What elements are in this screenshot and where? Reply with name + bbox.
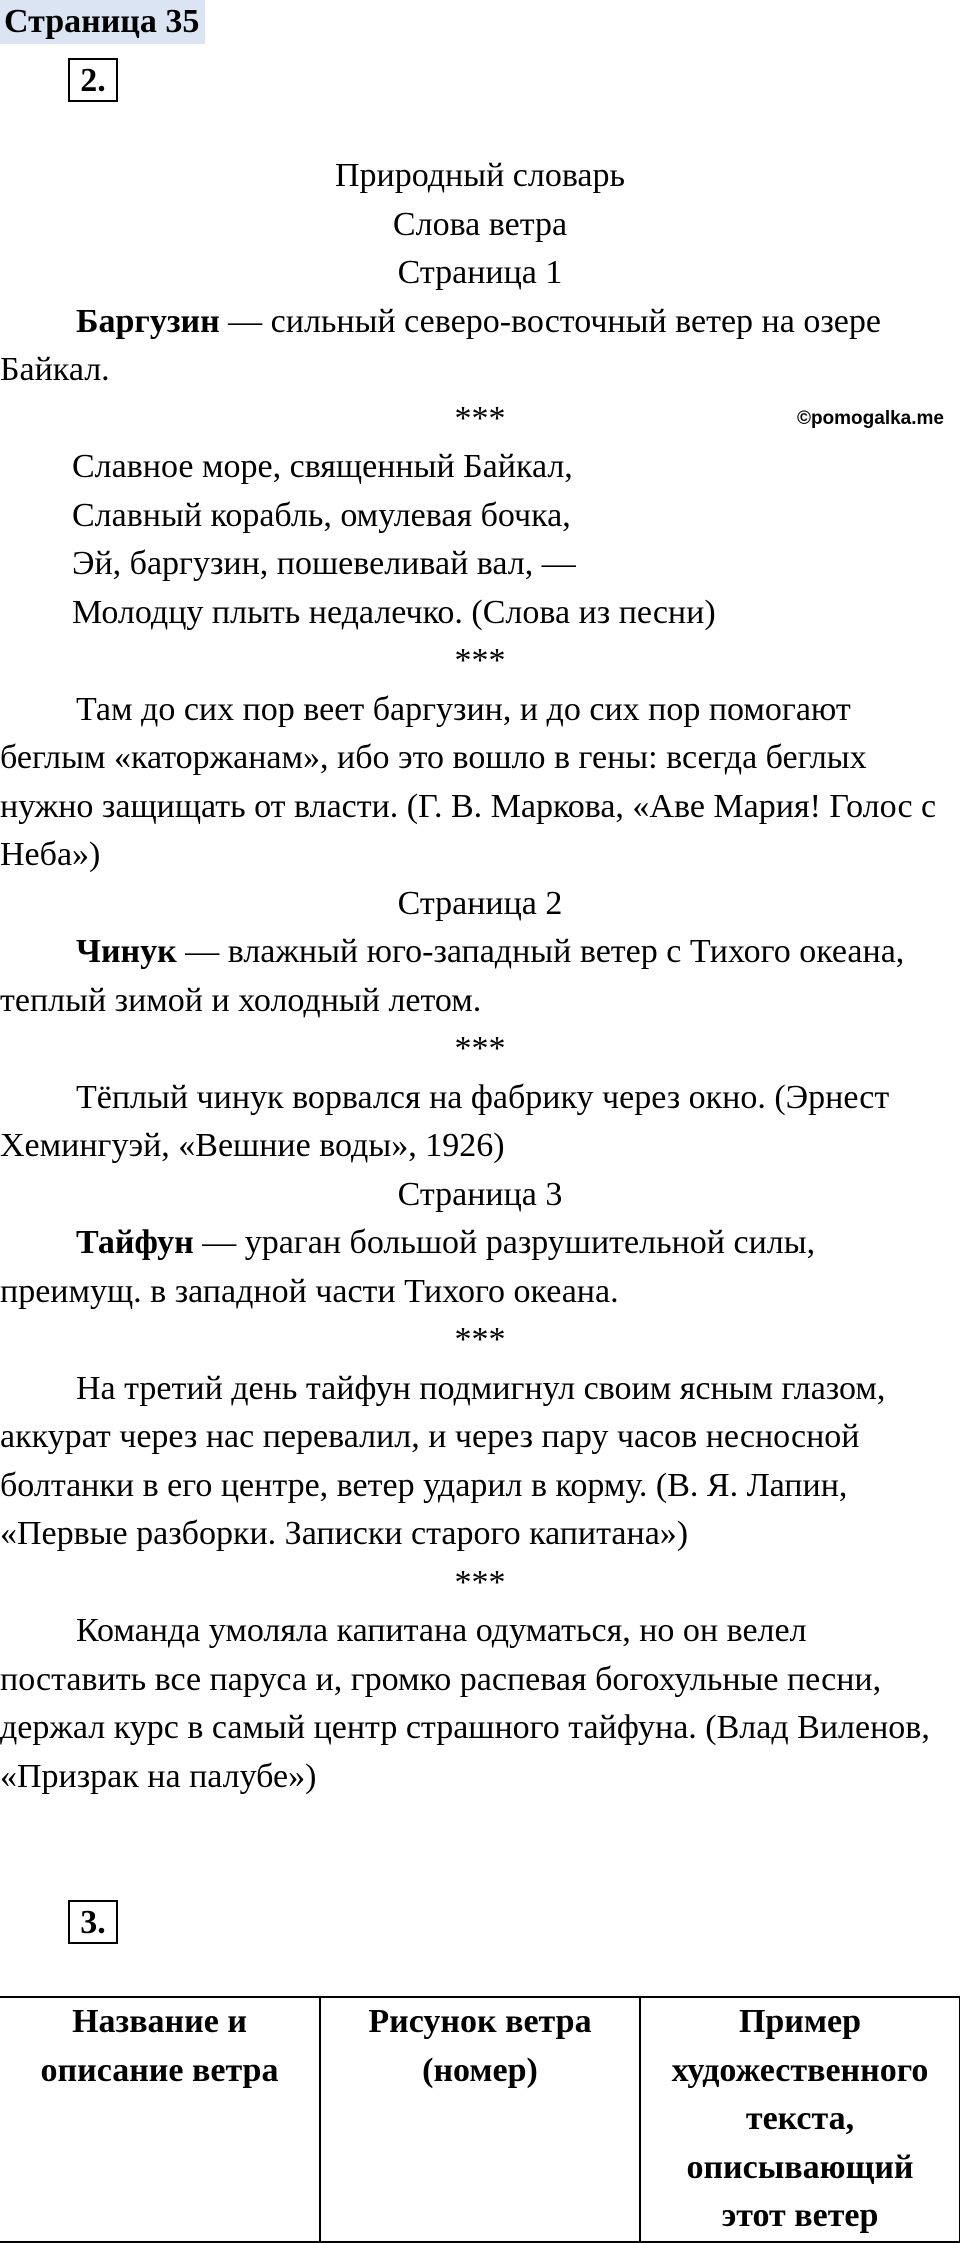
watermark: ©pomogalka.me	[796, 407, 944, 429]
separator-stars: ***	[454, 1321, 506, 1358]
term-barguzin: Баргузин	[76, 302, 220, 340]
table-header-picture: Рисунок ветра (номер)	[320, 1997, 640, 2242]
dictionary-page-3-heading: Страница 3	[397, 1175, 563, 1213]
quote-typhoon-2: Команда умоляла капитана одуматься, но он велел поставить все паруса и, громко распевая богохульные песни, держал курс в самый центр страшного тайфуна. (Влад Виленов, «Призрак на палубе»)	[0, 1612, 930, 1795]
definition-text: — ураган большой разрушительной силы, преимущ. в западной части Тихого океана.	[0, 1224, 816, 1310]
term-typhoon: Тайфун	[76, 1224, 194, 1261]
poem	[0, 443, 960, 637]
definition-chinook	[0, 928, 960, 1025]
dictionary-text	[0, 152, 960, 1801]
term-chinook: Чинук	[76, 933, 177, 970]
dictionary-page-1-heading: Страница 1	[397, 254, 563, 291]
page-heading: Страница 35	[0, 0, 205, 44]
quote-typhoon-1: На третий день тайфун подмигнул своим ясным глазом, аккурат через нас перевалил, и через пару часов несносной болтанки в его центре, ветер ударил в корму. (В. Я. Лапин, «Первые разборки. Записки старого капитана»)	[0, 1369, 886, 1552]
definition-text: — влажный юго-западный ветер с Тихого океана, теплый зимой и холодный летом.	[0, 933, 905, 1019]
separator-stars: ***	[454, 1563, 506, 1601]
dictionary-title: Природный словарь	[334, 157, 626, 194]
task-number-3: 3.	[68, 1900, 118, 1944]
poem-line: Эй, баргузин, пошевеливай вал, —	[72, 545, 576, 582]
separator-stars: ***	[454, 1030, 506, 1067]
task-number-2: 2.	[68, 58, 118, 102]
definition-barguzin	[0, 298, 960, 395]
definition-typhoon	[0, 1219, 960, 1316]
separator-stars: ***	[454, 642, 506, 679]
table-header-row	[0, 1997, 960, 2242]
table-header-example: Пример художественного текста, описывающий этот ветер	[640, 1997, 960, 2242]
quote-chinook: Тёплый чинук ворвался на фабрику через окно. (Эрнест Хемингуэй, «Вешние воды», 1926)	[0, 1078, 890, 1164]
table-header-name: Название и описание ветра	[0, 1997, 320, 2242]
definition-text: — сильный северо-восточный ветер на озере Байкал.	[0, 302, 881, 388]
separator	[0, 395, 960, 444]
wind-table	[0, 1996, 960, 2243]
dictionary-page-2-heading: Страница 2	[397, 884, 563, 922]
dictionary-subtitle: Слова ветра	[392, 205, 568, 243]
quote-barguzin: Там до сих пор веет баргузин, и до сих пор помогают беглым «каторжанам», ибо это вошло в гены: всегда беглых нужно защищать от власти. (Г. В. Маркова, «Аве Мария! Голос с Неба»)	[0, 690, 937, 873]
poem-line: Славное море, священный Байкал,	[72, 448, 573, 485]
poem-line: Славный корабль, омулевая бочка,	[72, 496, 571, 534]
separator-stars: ***	[454, 399, 506, 437]
poem-line: Молодцу плыть недалечко. (Слова из песни)	[72, 593, 716, 631]
